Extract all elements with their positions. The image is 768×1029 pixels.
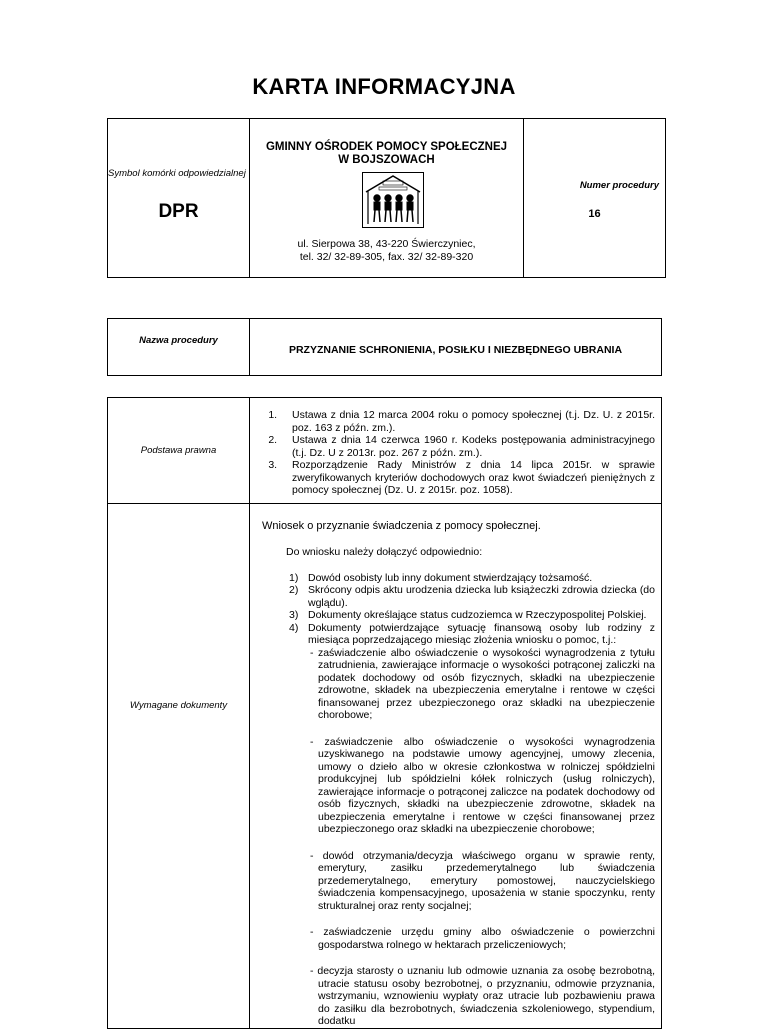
sub-item: - zaświadczenie albo oświadczenie o wysokości wynagrodzenia z tytułu zatrudnienia, zawierające informacje o wysokości potrąconej zaliczki na podatek dochodowy od osób fizycznych, składki na ubezpieczenie zdrowotne, składek na ubezpieczenia emerytalne i rentowe w części finansowanej przez ubezpieczonego oraz składki na ubezpieczenie chorobowe; — [310, 646, 655, 721]
sub-item: - zaświadczenie albo oświadczenie o wysokości wynagrodzenia uzyskiwanego na podstawie umowy agencyjnej, umowy zlecenia, umowy o dzieło albo w okresie członkostwa w rolniczej spółdzielni produkcyjnej lub spółdzielni kółek rolniczych (usług rolniczych), zawierające informacje o potrąconej zaliczce na podatek dochodowy od osób fizycznych, składki na ubezpieczenie zdrowotne, składek na ubezpieczenia emerytalne i rentowe w części finansowanej przez ubezpieczonego oraz składki na ubezpieczenie chorobowe; — [310, 735, 655, 835]
unit-symbol-cell — [108, 119, 250, 278]
unit-symbol-label: Symbol komórki odpowiedzialnej — [108, 168, 246, 179]
legal-basis-item: 2. Ustawa z dnia 14 czerwca 1960 r. Kodeks postępowania administracyjnego (t.j. Dz. U z 2013r. poz. 267 z późn. zm.). — [280, 434, 655, 459]
legal-basis-item: 3. Rozporządzenie Rady Ministrów z dnia 14 lipca 2015r. w sprawie zweryfikowanych kryteriów dochodowych oraz kwot świadczeń pieniężnych z pomocy społecznej (Dz. U. z 2015r. poz. 1058). — [280, 459, 655, 497]
legal-basis-list — [250, 409, 655, 497]
institution-cell — [250, 119, 524, 278]
attachment-item: 2) Skrócony odpis aktu urodzenia dziecka lub książeczki zdrowia dziecka (do wglądu). — [289, 584, 655, 609]
sub-item: - dowód otrzymania/decyzja właściwego organu w sprawie renty, emerytury, zasiłku przedemerytalnego lub świadczenia przedemerytalnego, emerytury pomostowej, nauczycielskiego świadczenia kompensacyjnego, uposażenia w stanie spoczynku, renty strukturalnej oraz renty socjalnej; — [310, 849, 655, 912]
attachments-intro: Do wniosku należy dołączyć odpowiednio: — [286, 546, 483, 558]
procedure-name-label: Nazwa procedury — [139, 335, 218, 346]
required-docs-label: Wymagane dokumenty — [129, 699, 228, 711]
attachment-item: 3) Dokumenty określające status cudzoziemca w Rzeczypospolitej Polskiej. — [289, 609, 647, 621]
required-docs-cell — [250, 503, 662, 1028]
attachments-block — [262, 572, 655, 1028]
legal-basis-label: Podstawa prawna — [140, 444, 217, 456]
institution-name: GMINNY OŚRODEK POMOCY SPOŁECZNEJ W BOJSZOWACH — [265, 141, 508, 166]
procedure-name-cell — [250, 319, 662, 376]
procedure-number: 16 — [588, 208, 601, 220]
attachment-item: 1) Dowód osobisty lub inny dokument stwierdzający tożsamość. — [289, 571, 593, 584]
page-title: KARTA INFORMACYJNA — [252, 74, 516, 99]
attachments-list — [286, 572, 655, 647]
header-box — [107, 118, 666, 278]
institution-address: ul. Sierpowa 38, 43-220 Świerczyniec, tel. 32/ 32-89-305, fax. 32/ 32-89-320 — [297, 238, 476, 263]
sub-item: - decyzja starosty o uznaniu lub odmowie uznania za osobę bezrobotną, utracie statusu osoby bezrobotnej, o przyznaniu, odmowie przyznania, wstrzymaniu, wznowieniu wypłaty oraz utracie lub pozbawieniu prawa do zasiłku dla bezrobotnych, świadczenia szkoleniowego, stypendium, dodatku — [310, 965, 655, 1027]
procedure-name-label-cell — [108, 319, 250, 376]
sub-item: - zaświadczenie urzędu gminy albo oświadczenie o powierzchni gospodarstwa rolnego w hektarach przeliczeniowych; — [310, 926, 655, 951]
attachment-item: 4) Dokumenty potwierdzające sytuację finansową osoby lub rodziny z miesiąca poprzedzającego miesiąc złożenia wniosku o pomoc, t.j.: — [289, 621, 655, 646]
procedure-number-label: Numer procedury — [579, 180, 659, 191]
application-text: Wniosek o przyznanie świadczenia z pomocy społecznej. — [262, 519, 541, 532]
gops-logo — [362, 172, 424, 228]
content-table — [107, 397, 662, 1029]
legal-basis-cell — [250, 398, 662, 504]
required-docs-label-cell — [108, 503, 250, 1028]
unit-symbol: DPR — [158, 201, 199, 222]
legal-basis-label-cell — [108, 398, 250, 504]
procedure-name-box — [107, 318, 662, 376]
legal-basis-item: 1. Ustawa z dnia 12 marca 2004 roku o pomocy społecznej (t.j. Dz. U. z 2015r. poz. 163 z późn. zm.). — [280, 409, 655, 434]
procedure-number-cell — [524, 119, 666, 278]
procedure-name: PRZYZNANIE SCHRONIENIA, POSIŁKU I NIEZBĘDNEGO UBRANIA — [288, 344, 623, 356]
